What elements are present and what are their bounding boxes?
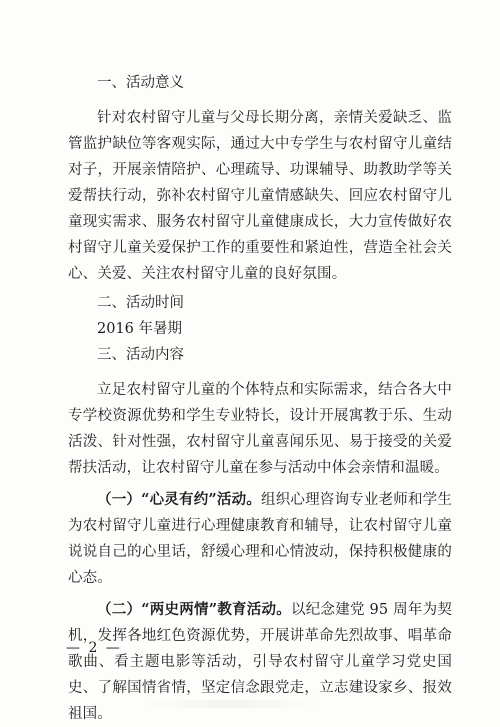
section-heading-content: 三、活动内容 (97, 347, 184, 363)
document-body (68, 73, 452, 727)
history-activity-title: （二）“两史两情”教育活动。 (97, 601, 292, 618)
paragraph-significance: 针对农村留守儿童与父母长期分离，亲情关爱缺乏、监管监护缺位等客观实际，通过大中专学生与农村留守儿童结对子，开展亲情陪护、心理疏导、功课辅导、助教助学等关爱帮扶行动，弥补农村留守儿童情感缺失、回应农村留守儿童现实需求、服务农村留守儿童健康成长，大力宣传做好农村留守儿童关爱保护工作的重要性和紧迫性，营造全社会关心、关爱、关注农村留守儿童的良好氛围。 (68, 110, 452, 282)
scan-mark (140, 700, 320, 708)
paragraph-heart-activity (68, 487, 452, 591)
paragraph-content-intro: 立足农村留守儿童的个体特点和实际需求，结合各大中专学校资源优势和学生专业特长，设计开展寓教于乐、生动活泼、针对性强，农村留守儿童喜闻乐见、易于接受的关爱帮扶活动，让农村留守儿童在参与活动中体会亲情和温暖。 (68, 382, 452, 476)
section-heading-time: 二、活动时间 (97, 295, 184, 311)
section-heading-significance: 一、活动意义 (97, 75, 184, 91)
heart-activity-text: 组织心理咨询专业老师和学生为农村留守儿童进行心理健康教育和辅导，让农村留守儿童说说自己的心里话，舒缓心理和心情波动，保持积极健康的心态。 (68, 492, 452, 586)
page-number: — 2 — (66, 640, 122, 656)
heart-activity-title: （一）“心灵有约”活动。 (97, 491, 262, 508)
activity-time-value: 2016 年暑期 (97, 321, 183, 337)
history-activity-text: 以纪念建党 95 周年为契机，发挥各地红色资源优势，开展讲革命先烈故事、唱革命歌曲、看主题电影等活动，引导农村留守儿童学习党史国史、了解国情省情，坚定信念跟党走，立志建设家乡、报效祖国。 (68, 602, 453, 722)
